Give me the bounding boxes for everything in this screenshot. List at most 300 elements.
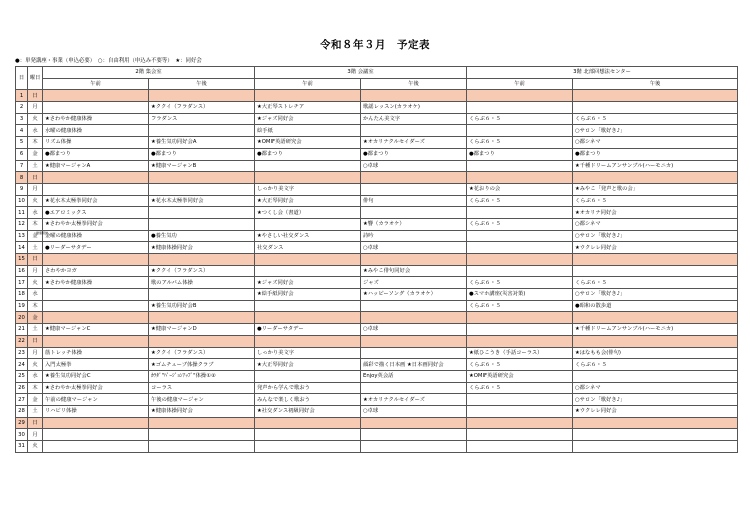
weekday-cell [28, 277, 43, 289]
schedule-cell [255, 335, 361, 347]
schedule-cell: ★社交ダンス初級同好会 [255, 405, 361, 417]
weekday-label: 金 [32, 396, 38, 403]
weekday-cell [28, 335, 43, 347]
schedule-cell [255, 160, 361, 172]
schedule-cell: ○都シネマ [573, 382, 738, 394]
day-cell: 3 [16, 113, 28, 125]
legend: ●：単発講座・事業（申込必要） ○：自由利用（申込み不要等） ★：同好会 [15, 58, 202, 64]
day-cell: 4 [16, 125, 28, 137]
schedule-cell: ★オカリナクルセイダーズ [361, 137, 467, 149]
schedule-cell: くらぶ６・５ [467, 277, 573, 289]
table-row [16, 172, 738, 184]
header-period: 午後 [361, 78, 467, 90]
schedule-cell: ★花水木太極拳同好会 [149, 195, 255, 207]
schedule-cell: 社交ダンス [255, 242, 361, 254]
schedule-cell [255, 300, 361, 312]
weekday-cell [28, 441, 43, 453]
schedule-cell [573, 335, 738, 347]
schedule-cell [43, 335, 149, 347]
schedule-cell: ○卓球 [361, 324, 467, 336]
schedule-cell [43, 429, 149, 441]
schedule-cell [467, 441, 573, 453]
schedule-cell [467, 324, 573, 336]
schedule-cell: ★オカリナ同好会 [573, 207, 738, 219]
weekday-cell [28, 300, 43, 312]
schedule-cell: ★絵手紙同好会 [255, 289, 361, 301]
day-cell: 23 [16, 347, 28, 359]
weekday-label: 金 [32, 314, 38, 321]
weekday-label: 土 [32, 326, 38, 333]
table-row [16, 254, 738, 266]
schedule-cell: ★さわやか健康体操 [43, 113, 149, 125]
table-row [16, 230, 738, 242]
schedule-cell: 筋トレッチ体操 [43, 347, 149, 359]
weekday-cell [28, 125, 43, 137]
table-row [16, 183, 738, 195]
day-cell: 20 [16, 312, 28, 324]
schedule-cell [361, 335, 467, 347]
weekday-cell [28, 113, 43, 125]
schedule-cell: ★響（カラオケ） [361, 218, 467, 230]
schedule-cell [43, 300, 149, 312]
day-cell: 9 [16, 183, 28, 195]
schedule-cell: くらぶ６・５ [467, 218, 573, 230]
schedule-cell [573, 370, 738, 382]
schedule-cell: ★養生気功同好会C [43, 370, 149, 382]
schedule-cell [361, 347, 467, 359]
schedule-cell: ★ジャズ同好会 [255, 113, 361, 125]
schedule-cell: Enjoy英会話 [361, 370, 467, 382]
day-cell: 10 [16, 195, 28, 207]
schedule-cell [361, 183, 467, 195]
schedule-cell: ★養生気功同好会A [149, 137, 255, 149]
weekday-label: 月 [32, 104, 38, 111]
schedule-cell: 歌のアルバム体操 [149, 277, 255, 289]
schedule-cell: ○サロン「歌好き♪」 [573, 230, 738, 242]
schedule-cell [573, 90, 738, 102]
schedule-cell [149, 417, 255, 429]
weekday-cell [28, 230, 49, 242]
schedule-cell [573, 254, 738, 266]
schedule-cell [43, 172, 149, 184]
header-room-2: 3階 会議室 [255, 67, 467, 79]
weekday-cell [28, 347, 43, 359]
schedule-cell: くらぶ６・５ [467, 137, 573, 149]
weekday-label: 火 [32, 197, 38, 204]
day-cell: 22 [16, 335, 28, 347]
schedule-cell [467, 125, 573, 137]
schedule-cell: 午後の健康マージャン [149, 394, 255, 406]
schedule-cell: ★はなもも会(俳句) [573, 347, 738, 359]
day-cell: 18 [16, 289, 28, 301]
schedule-cell: ★紙ひこうき（手話コーラス） [467, 347, 573, 359]
schedule-cell: ★みやこ「発声と歌の会」 [573, 183, 738, 195]
weekday-cell [28, 265, 43, 277]
schedule-cell [361, 429, 467, 441]
weekday-label: 水 [32, 373, 38, 380]
header-period: 午後 [149, 78, 255, 90]
weekday-label: 木 [32, 221, 38, 228]
table-row [16, 160, 738, 172]
schedule-cell: ★ハッピーソング（カラオケ） [361, 289, 467, 301]
schedule-cell: 俳句 [361, 195, 467, 207]
schedule-cell: ★花水木太極拳同好会 [43, 195, 149, 207]
table-row [16, 441, 738, 453]
schedule-cell [149, 429, 255, 441]
schedule-cell [149, 125, 255, 137]
schedule-cell: ●エアロミックス [43, 207, 149, 219]
page-title: 令和８年３月 予定表 [320, 39, 430, 51]
schedule-cell: ★さわやか太極拳同好会 [43, 218, 149, 230]
weekday-cell [28, 160, 43, 172]
schedule-cell [467, 394, 573, 406]
day-cell: 19 [16, 300, 28, 312]
schedule-cell: ●リーダーサタデー [255, 324, 361, 336]
schedule-cell [149, 441, 255, 453]
weekday-note: 健康相談 [36, 230, 49, 235]
table-row [16, 289, 738, 301]
schedule-cell [43, 90, 149, 102]
schedule-cell: 歌謡レッスン(カラオケ) [361, 102, 467, 114]
schedule-cell: くらぶ６・５ [467, 195, 573, 207]
schedule-cell: ●都まつり [573, 148, 738, 160]
schedule-cell: ○サロン「歌好き♪」 [573, 289, 738, 301]
schedule-cell: ★大正琴同好会 [255, 195, 361, 207]
schedule-cell [361, 417, 467, 429]
weekday-cell [28, 218, 43, 230]
weekday-label: 金 [32, 232, 38, 239]
weekday-cell [28, 417, 43, 429]
weekday-label: 日 [32, 338, 38, 345]
weekday-label: 月 [32, 186, 38, 193]
schedule-cell [467, 335, 573, 347]
schedule-cell [361, 312, 467, 324]
weekday-label: 木 [32, 303, 38, 310]
weekday-cell [28, 405, 43, 417]
day-cell: 6 [16, 148, 28, 160]
schedule-cell: くらぶ６・５ [573, 195, 738, 207]
table-row [16, 324, 738, 336]
header-period: 午前 [43, 78, 149, 90]
schedule-cell: ★養生気功同好会B [149, 300, 255, 312]
day-cell: 7 [16, 160, 28, 172]
schedule-cell [43, 441, 149, 453]
schedule-cell [255, 370, 361, 382]
schedule-cell [255, 254, 361, 266]
schedule-cell: ★つくし会（書道） [255, 207, 361, 219]
weekday-cell [28, 429, 43, 441]
schedule-cell [255, 172, 361, 184]
schedule-cell [573, 172, 738, 184]
schedule-cell: 金曜の健康体操 [43, 230, 149, 242]
schedule-cell: ★千種ドリームアンサンブル(ハーモニカ) [573, 160, 738, 172]
schedule-cell: ジャズ [361, 277, 467, 289]
schedule-cell [467, 102, 573, 114]
schedule-cell [573, 441, 738, 453]
table-row [16, 218, 738, 230]
schedule-cell: ○サロン「歌好き♪」 [573, 394, 738, 406]
schedule-cell [361, 90, 467, 102]
header-period: 午後 [573, 78, 738, 90]
header-period: 午前 [467, 78, 573, 90]
day-cell: 16 [16, 265, 28, 277]
day-cell: 27 [16, 394, 28, 406]
weekday-cell [28, 195, 43, 207]
weekday-cell [28, 370, 43, 382]
schedule-cell: ★ゴムチューブ体操クラブ [149, 359, 255, 371]
schedule-cell: ★千種ドリームアンサンブル(ハーモニカ) [573, 324, 738, 336]
schedule-cell: リズム体操 [43, 137, 149, 149]
weekday-cell [28, 137, 43, 149]
schedule-cell [149, 207, 255, 219]
schedule-cell [467, 429, 573, 441]
day-cell: 13 [16, 230, 28, 242]
table-row [16, 242, 738, 254]
schedule-cell [467, 254, 573, 266]
schedule-cell: ○都シネマ [573, 137, 738, 149]
schedule-cell [361, 382, 467, 394]
table-row [16, 300, 738, 312]
table-row [16, 195, 738, 207]
day-cell: 14 [16, 242, 28, 254]
schedule-cell [149, 218, 255, 230]
schedule-table [15, 66, 738, 453]
schedule-cell: ●昭和の散歩道 [573, 300, 738, 312]
schedule-cell: ★さわやか太極拳同好会 [43, 382, 149, 394]
schedule-cell [467, 265, 573, 277]
schedule-cell [467, 312, 573, 324]
schedule-cell [43, 312, 149, 324]
header-row-rooms [16, 67, 738, 79]
weekday-cell [28, 183, 43, 195]
schedule-cell: ●都まつり [361, 148, 467, 160]
schedule-cell [149, 90, 255, 102]
schedule-cell: かんたん美文字 [361, 113, 467, 125]
schedule-cell [255, 417, 361, 429]
schedule-cell: ★ククイ（フラダンス） [149, 265, 255, 277]
schedule-cell: ★ジャズ同好会 [255, 277, 361, 289]
weekday-label: 火 [32, 361, 38, 368]
weekday-label: 火 [32, 443, 38, 450]
weekday-cell [28, 289, 43, 301]
schedule-cell: ★OMIF英語研究会 [467, 370, 573, 382]
table-row [16, 394, 738, 406]
weekday-label: 水 [32, 127, 38, 134]
schedule-cell [573, 312, 738, 324]
day-cell: 12 [16, 218, 28, 230]
schedule-cell [255, 90, 361, 102]
schedule-cell [361, 300, 467, 312]
schedule-cell [43, 254, 149, 266]
schedule-cell: ★健康マージャンA [43, 160, 149, 172]
day-cell: 8 [16, 172, 28, 184]
schedule-cell [467, 242, 573, 254]
schedule-cell: ○卓球 [361, 242, 467, 254]
schedule-cell: ★ククイ（フラダンス） [149, 347, 255, 359]
day-cell: 2 [16, 102, 28, 114]
schedule-cell [467, 172, 573, 184]
schedule-cell: 絵手紙 [255, 125, 361, 137]
schedule-cell: ●リーダーサタデー [43, 242, 149, 254]
schedule-cell: ●都まつり [43, 148, 149, 160]
weekday-cell [28, 324, 43, 336]
schedule-cell: くらぶ６・５ [467, 382, 573, 394]
schedule-cell: ★ウクレレ同好会 [573, 242, 738, 254]
weekday-label: 土 [32, 244, 38, 251]
table-row [16, 137, 738, 149]
schedule-cell: 詩吟 [361, 230, 467, 242]
schedule-cell: さわやかヨガ [43, 265, 149, 277]
schedule-cell: 顔彩で描く日本画 ★日本画同好会 [361, 359, 467, 371]
weekday-cell [28, 172, 43, 184]
weekday-label: 日 [32, 419, 38, 426]
schedule-cell [573, 417, 738, 429]
header-row-periods [16, 78, 738, 90]
schedule-cell: ★健康マージャンD [149, 324, 255, 336]
weekday-label: 水 [32, 209, 38, 216]
schedule-cell: ｶﾗﾀﾞ"ﾊﾞｰｼﾞｮﾝｱｯﾌﾟ"体操①② [149, 370, 255, 382]
schedule-cell: ○卓球 [361, 405, 467, 417]
schedule-cell [467, 417, 573, 429]
schedule-cell [361, 254, 467, 266]
day-cell: 11 [16, 207, 28, 219]
weekday-label: 金 [32, 151, 38, 158]
day-cell: 30 [16, 429, 28, 441]
schedule-cell: ★大正琴同好会 [255, 359, 361, 371]
schedule-cell: リハビリ体操 [43, 405, 149, 417]
schedule-cell [573, 102, 738, 114]
schedule-cell [43, 417, 149, 429]
schedule-cell: ●養生気功 [149, 230, 255, 242]
day-cell: 21 [16, 324, 28, 336]
schedule-cell: くらぶ６・５ [573, 359, 738, 371]
weekday-cell [28, 312, 43, 324]
day-cell: 28 [16, 405, 28, 417]
header-period: 午前 [255, 78, 361, 90]
weekday-label: 火 [32, 279, 38, 286]
day-cell: 17 [16, 277, 28, 289]
schedule-cell: くらぶ６・５ [467, 300, 573, 312]
weekday-cell [28, 90, 43, 102]
schedule-cell: 午前の健康マージャン [43, 394, 149, 406]
table-row [16, 312, 738, 324]
weekday-cell [28, 102, 43, 114]
schedule-cell: ●都まつり [149, 148, 255, 160]
schedule-cell: ★さわやか健康体操 [43, 277, 149, 289]
table-row [16, 207, 738, 219]
weekday-cell [28, 359, 43, 371]
schedule-cell: ●スマホ講座(災害対策) [467, 289, 573, 301]
schedule-cell: くらぶ６・５ [467, 359, 573, 371]
schedule-cell [361, 441, 467, 453]
schedule-cell [361, 125, 467, 137]
schedule-cell [149, 254, 255, 266]
schedule-cell: ○サロン「歌好き♪」 [573, 125, 738, 137]
schedule-cell [361, 172, 467, 184]
day-cell: 24 [16, 359, 28, 371]
schedule-cell [43, 183, 149, 195]
schedule-cell [43, 102, 149, 114]
table-row [16, 113, 738, 125]
schedule-cell [573, 429, 738, 441]
day-cell: 29 [16, 417, 28, 429]
schedule-cell: ★ウクレレ同好会 [573, 405, 738, 417]
schedule-cell: ★健康体操同好会 [149, 405, 255, 417]
schedule-cell: みんなで楽しく歌おう [255, 394, 361, 406]
schedule-cell: ★健康マージャンB [149, 160, 255, 172]
schedule-cell [255, 265, 361, 277]
schedule-cell [149, 312, 255, 324]
table-row [16, 265, 738, 277]
table-row [16, 335, 738, 347]
schedule-cell: フラダンス [149, 113, 255, 125]
schedule-cell [43, 289, 149, 301]
weekday-cell [28, 148, 43, 160]
schedule-cell [467, 207, 573, 219]
table-row [16, 102, 738, 114]
day-cell: 5 [16, 137, 28, 149]
header-room-3: 3階 北部回想法センター [467, 67, 738, 79]
weekday-label: 日 [32, 256, 38, 263]
schedule-cell [467, 90, 573, 102]
schedule-cell: ★OMIF英語研究会 [255, 137, 361, 149]
weekday-label: 土 [32, 408, 38, 415]
table-row [16, 417, 738, 429]
schedule-cell: ★大正琴ストレチア [255, 102, 361, 114]
schedule-cell: しっかり美文字 [255, 347, 361, 359]
day-cell: 1 [16, 90, 28, 102]
header-room-1: 2階 集会室 [43, 67, 255, 79]
schedule-cell [255, 312, 361, 324]
day-cell: 25 [16, 370, 28, 382]
schedule-cell: ★健康マージャンC [43, 324, 149, 336]
schedule-cell [149, 172, 255, 184]
schedule-cell: ★オカリナクルセイダーズ [361, 394, 467, 406]
schedule-cell [573, 265, 738, 277]
schedule-cell: くらぶ６・５ [573, 113, 738, 125]
weekday-label: 火 [32, 116, 38, 123]
schedule-cell [255, 218, 361, 230]
weekday-cell [28, 254, 43, 266]
weekday-label: 月 [32, 349, 38, 356]
schedule-cell [467, 230, 573, 242]
weekday-label: 月 [32, 431, 38, 438]
schedule-cell [149, 289, 255, 301]
table-row [16, 277, 738, 289]
schedule-cell [149, 335, 255, 347]
schedule-body [16, 90, 738, 452]
schedule-cell: 発声から学んで歌おう [255, 382, 361, 394]
weekday-label: 水 [32, 291, 38, 298]
weekday-label: 土 [32, 162, 38, 169]
table-row [16, 90, 738, 102]
schedule-cell [149, 183, 255, 195]
schedule-cell: くらぶ６・５ [467, 113, 573, 125]
weekday-label: 日 [32, 174, 38, 181]
weekday-cell [28, 242, 43, 254]
schedule-cell: ★花おりの会 [467, 183, 573, 195]
schedule-cell [255, 441, 361, 453]
schedule-cell: ●都まつり [467, 148, 573, 160]
table-row [16, 125, 738, 137]
schedule-cell: 入門太極拳 [43, 359, 149, 371]
table-row [16, 359, 738, 371]
schedule-cell: ●都まつり [255, 148, 361, 160]
schedule-cell [255, 429, 361, 441]
schedule-cell: くらぶ６・５ [573, 277, 738, 289]
schedule-cell [467, 160, 573, 172]
table-row [16, 429, 738, 441]
